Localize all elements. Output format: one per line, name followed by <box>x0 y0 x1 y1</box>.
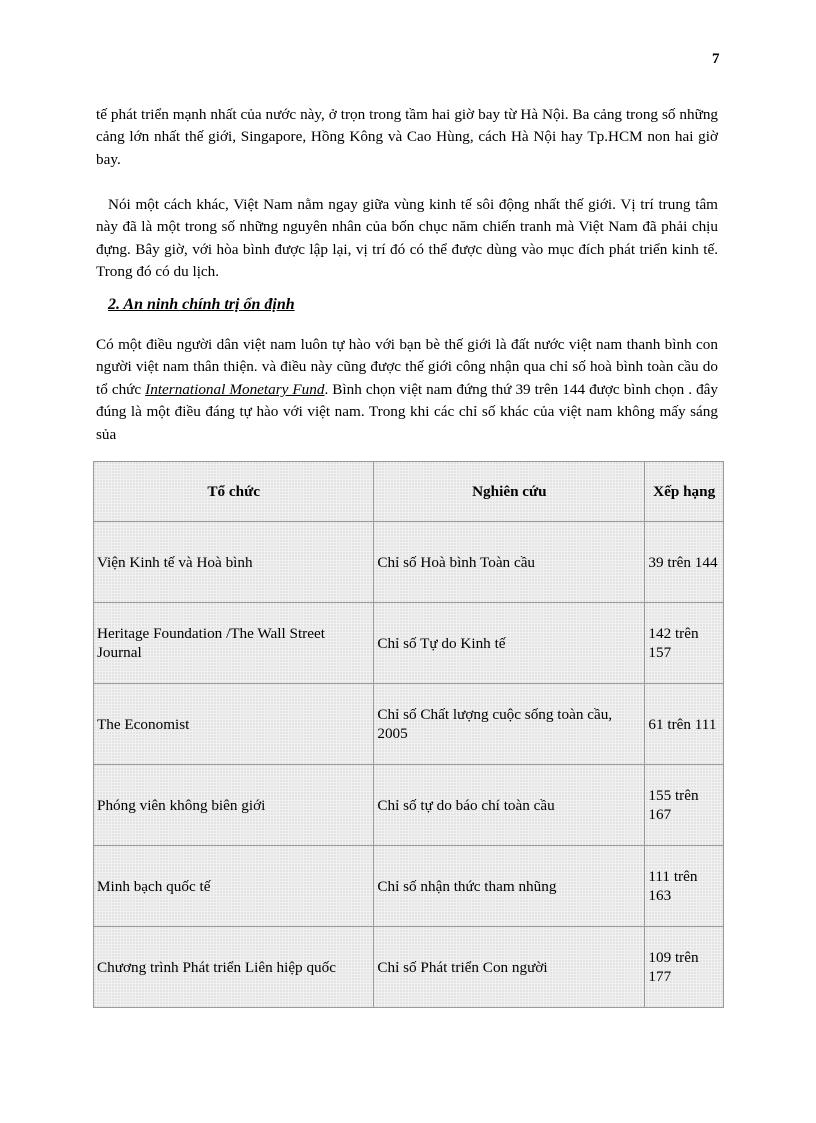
imf-link[interactable]: International Monetary Fund <box>145 380 325 398</box>
ranking-table <box>93 461 724 1008</box>
cell-ranking: 39 trên 144 <box>645 522 724 603</box>
cell-study: Chỉ số Tự do Kinh tế <box>374 603 645 684</box>
cell-study: Chỉ số tự do báo chí toàn cầu <box>374 765 645 846</box>
cell-study: Chỉ số nhận thức tham nhũng <box>374 846 645 927</box>
paragraph-security-text-end: . Bình chọn việt nam đứng thứ 39 trên 144 được bình chọn . đây đúng là một điều đáng tự hào với việt nam. Trong khi các chỉ số khác của việt nam không mấy sáng sủa <box>96 380 718 443</box>
cell-organization: Chương trình Phát triển Liên hiệp quốc <box>94 927 374 1008</box>
cell-ranking: 109 trên 177 <box>645 927 724 1008</box>
cell-study: Chỉ số Hoà bình Toàn cầu <box>374 522 645 603</box>
table-row <box>94 846 724 927</box>
paragraph-economy: tế phát triển mạnh nhất của nước này, ở trọn trong tầm hai giờ bay từ Hà Nội. Ba cảng trong số những cảng lớn nhất thế giới, Singapore, Hồng Kông và Cao Hùng, cách Hà Nội hay Tp.HCM non hai giờ bay. <box>96 106 718 168</box>
table-row <box>94 684 724 765</box>
header-study: Nghiên cứu <box>374 462 645 522</box>
cell-organization: Phóng viên không biên giới <box>94 765 374 846</box>
section-heading: 2. An ninh chính trị ổn định <box>108 296 295 313</box>
cell-study: Chỉ số Chất lượng cuộc sống toàn cầu, 2005 <box>374 684 645 765</box>
page-number: 7 <box>712 51 720 67</box>
cell-organization: Minh bạch quốc tế <box>94 846 374 927</box>
table-header-row <box>94 462 724 522</box>
paragraph-location: Nói một cách khác, Việt Nam nằm ngay giữa vùng kinh tế sôi động nhất thế giới. Vị trí trung tâm này đã là một trong số những nguyên nhân của bốn chục năm chiến tranh mà Việt Nam đã phải chịu đựng. Bây giờ, với hòa bình được lập lại, vị trí đó có thể được dùng vào mục đích phát triển kinh tế. Trong đó có du lịch. <box>96 196 718 281</box>
cell-organization: Heritage Foundation /The Wall Street Journal <box>94 603 374 684</box>
table-row <box>94 765 724 846</box>
table-row <box>94 603 724 684</box>
cell-organization: Viện Kinh tế và Hoà bình <box>94 522 374 603</box>
cell-ranking: 61 trên 111 <box>645 684 724 765</box>
cell-study: Chỉ số Phát triển Con người <box>374 927 645 1008</box>
cell-ranking: 111 trên 163 <box>645 846 724 927</box>
cell-organization: The Economist <box>94 684 374 765</box>
cell-ranking: 155 trên 167 <box>645 765 724 846</box>
header-ranking: Xếp hạng <box>645 462 724 522</box>
header-organization: Tổ chức <box>94 462 374 522</box>
cell-ranking: 142 trên 157 <box>645 603 724 684</box>
paragraph-security-text-start: Có một điều người dân việt nam luôn tự hào với bạn bè thế giới là đất nước việt nam thanh bình con người việt nam thân thiện. và điều này cũng được thế giới công nhận qua chỉ số hoà bình toàn cầu do tổ chức <box>96 336 718 398</box>
table-row <box>94 927 724 1008</box>
paragraph-security <box>96 334 718 446</box>
table-row <box>94 522 724 603</box>
